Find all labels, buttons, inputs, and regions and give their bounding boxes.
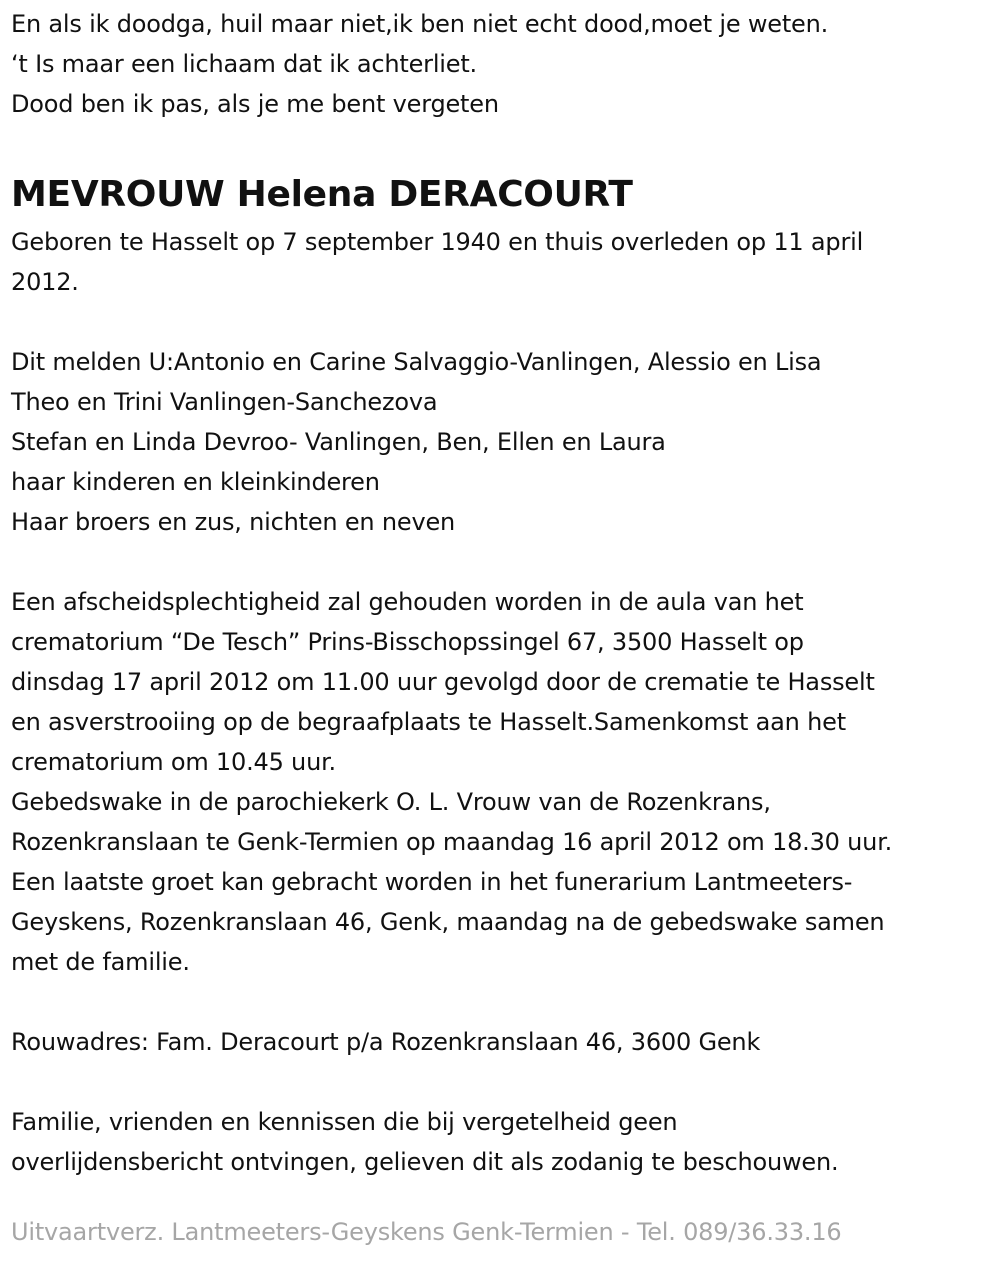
paragraph-line: met de familie.	[11, 948, 190, 976]
paragraph-line: Een afscheidsplechtigheid zal gehouden worden in de aula van het	[11, 588, 804, 616]
mourning-address	[11, 1022, 996, 1062]
birth-death-paragraph	[11, 222, 996, 302]
paragraph-line: Haar broers en zus, nichten en neven	[11, 508, 456, 536]
paragraph-line: Geboren te Hasselt op 7 september 1940 en thuis overleden op 11 april	[11, 228, 864, 256]
paragraph-line: Dit melden U:Antonio en Carine Salvaggio-Vanlingen, Alessio en Lisa	[11, 348, 822, 376]
paragraph-line: haar kinderen en kleinkinderen	[11, 468, 380, 496]
paragraph-line: Stefan en Linda Devroo- Vanlingen, Ben, Ellen en Laura	[11, 428, 666, 456]
paragraph-line: 2012.	[11, 268, 79, 296]
spacer	[11, 542, 996, 582]
paragraph-line: Rouwadres: Fam. Deracourt p/a Rozenkranslaan 46, 3600 Genk	[11, 1028, 761, 1056]
paragraph-line: Familie, vrienden en kennissen die bij vergetelheid geen	[11, 1108, 678, 1136]
notice-paragraph	[11, 1102, 996, 1182]
paragraph-line: overlijdensbericht ontvingen, gelieven dit als zodanig te beschouwen.	[11, 1148, 839, 1176]
obituary-document	[11, 4, 996, 1182]
spacer	[11, 302, 996, 342]
ceremony-paragraph	[11, 582, 996, 982]
funeral-home-footer: Uitvaartverz. Lantmeeters-Geyskens Genk-Termien - Tel. 089/36.33.16	[11, 1218, 842, 1246]
poem-line: ‘t Is maar een lichaam dat ik achterliet.	[11, 50, 477, 78]
poem-line: Dood ben ik pas, als je me bent vergeten	[11, 90, 499, 118]
announcers-paragraph	[11, 342, 996, 542]
paragraph-line: Gebedswake in de parochiekerk O. L. Vrouw van de Rozenkrans,	[11, 788, 771, 816]
paragraph-line: dinsdag 17 april 2012 om 11.00 uur gevolgd door de crematie te Hasselt	[11, 668, 875, 696]
paragraph-line: Geyskens, Rozenkranslaan 46, Genk, maandag na de gebedswake samen	[11, 908, 885, 936]
paragraph-line: crematorium om 10.45 uur.	[11, 748, 336, 776]
paragraph-line: en asverstrooiing op de begraafplaats te Hasselt.Samenkomst aan het	[11, 708, 846, 736]
paragraph-line: Een laatste groet kan gebracht worden in het funerarium Lantmeeters-	[11, 868, 853, 896]
poem	[11, 4, 996, 124]
paragraph-line: crematorium “De Tesch” Prins-Bisschopssingel 67, 3500 Hasselt op	[11, 628, 804, 656]
poem-line: En als ik doodga, huil maar niet,ik ben niet echt dood,moet je weten.	[11, 10, 829, 38]
spacer	[11, 982, 996, 1022]
paragraph-line: Theo en Trini Vanlingen-Sanchezova	[11, 388, 438, 416]
deceased-name: MEVROUW Helena DERACOURT	[11, 174, 633, 215]
spacer	[11, 1062, 996, 1102]
paragraph-line: Rozenkranslaan te Genk-Termien op maandag 16 april 2012 om 18.30 uur.	[11, 828, 893, 856]
